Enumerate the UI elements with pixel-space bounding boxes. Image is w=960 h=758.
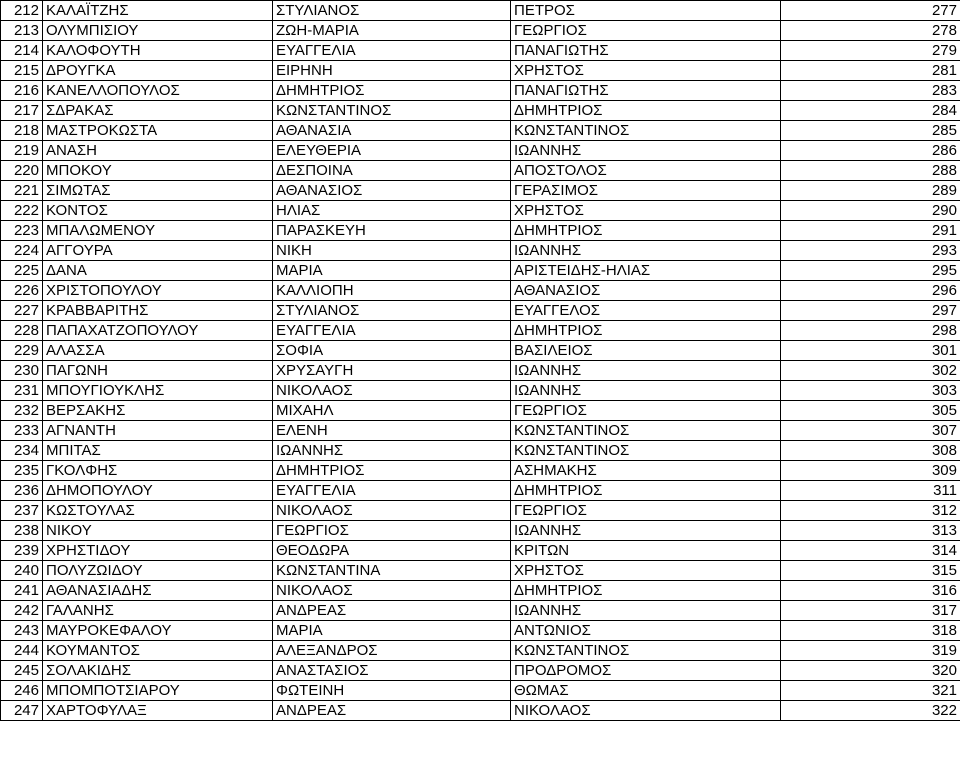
row-number-cell: 234	[1, 441, 43, 461]
surname-cell: ΔΑΝΑ	[43, 261, 273, 281]
father-name-cell: ΔΗΜΗΤΡΙΟΣ	[511, 221, 781, 241]
father-name-cell: ΧΡΗΣΤΟΣ	[511, 201, 781, 221]
table-row	[1, 21, 960, 41]
surname-cell: ΚΑΛΑΪΤΖΗΣ	[43, 1, 273, 21]
code-cell: 311	[781, 481, 960, 501]
code-cell: 307	[781, 421, 960, 441]
surname-cell: ΚΟΝΤΟΣ	[43, 201, 273, 221]
code-cell: 291	[781, 221, 960, 241]
table-row	[1, 321, 960, 341]
code-cell: 295	[781, 261, 960, 281]
surname-cell: ΠΑΓΩΝΗ	[43, 361, 273, 381]
surname-cell: ΜΠΟΜΠΟΤΣΙΑΡΟΥ	[43, 681, 273, 701]
row-number-cell: 220	[1, 161, 43, 181]
surname-cell: ΜΑΥΡΟΚΕΦΑΛΟΥ	[43, 621, 273, 641]
code-cell: 284	[781, 101, 960, 121]
row-number-cell: 215	[1, 61, 43, 81]
father-name-cell: ΙΩΑΝΝΗΣ	[511, 141, 781, 161]
code-cell: 314	[781, 541, 960, 561]
father-name-cell: ΚΩΝΣΤΑΝΤΙΝΟΣ	[511, 441, 781, 461]
row-number-cell: 217	[1, 101, 43, 121]
first-name-cell: ΙΩΑΝΝΗΣ	[273, 441, 511, 461]
table-row	[1, 301, 960, 321]
surname-cell: ΟΛΥΜΠΙΣΙΟΥ	[43, 21, 273, 41]
first-name-cell: ΜΙΧΑΗΛ	[273, 401, 511, 421]
surname-cell: ΧΡΙΣΤΟΠΟΥΛΟΥ	[43, 281, 273, 301]
first-name-cell: ΕΥΑΓΓΕΛΙΑ	[273, 321, 511, 341]
code-cell: 278	[781, 21, 960, 41]
code-cell: 322	[781, 701, 960, 721]
row-number-cell: 232	[1, 401, 43, 421]
father-name-cell: ΙΩΑΝΝΗΣ	[511, 361, 781, 381]
first-name-cell: ΓΕΩΡΓΙΟΣ	[273, 521, 511, 541]
surname-cell: ΜΠΟΥΓΙΟΥΚΛΗΣ	[43, 381, 273, 401]
father-name-cell: ΠΕΤΡΟΣ	[511, 1, 781, 21]
father-name-cell: ΕΥΑΓΓΕΛΟΣ	[511, 301, 781, 321]
father-name-cell: ΑΣΗΜΑΚΗΣ	[511, 461, 781, 481]
row-number-cell: 227	[1, 301, 43, 321]
row-number-cell: 244	[1, 641, 43, 661]
first-name-cell: ΗΛΙΑΣ	[273, 201, 511, 221]
father-name-cell: ΠΑΝΑΓΙΩΤΗΣ	[511, 41, 781, 61]
row-number-cell: 225	[1, 261, 43, 281]
row-number-cell: 238	[1, 521, 43, 541]
row-number-cell: 243	[1, 621, 43, 641]
row-number-cell: 242	[1, 601, 43, 621]
row-number-cell: 237	[1, 501, 43, 521]
first-name-cell: ΧΡΥΣΑΥΓΗ	[273, 361, 511, 381]
table-row	[1, 581, 960, 601]
first-name-cell: ΦΩΤΕΙΝΗ	[273, 681, 511, 701]
table-row	[1, 661, 960, 681]
first-name-cell: ΑΘΑΝΑΣΙΟΣ	[273, 181, 511, 201]
row-number-cell: 241	[1, 581, 43, 601]
table-row	[1, 361, 960, 381]
table-row	[1, 41, 960, 61]
father-name-cell: ΓΕΩΡΓΙΟΣ	[511, 21, 781, 41]
father-name-cell: ΚΡΙΤΩΝ	[511, 541, 781, 561]
first-name-cell: ΑΘΑΝΑΣΙΑ	[273, 121, 511, 141]
table-row	[1, 221, 960, 241]
first-name-cell: ΚΩΝΣΤΑΝΤΙΝΑ	[273, 561, 511, 581]
first-name-cell: ΝΙΚΟΛΑΟΣ	[273, 501, 511, 521]
surname-cell: ΓΑΛΑΝΗΣ	[43, 601, 273, 621]
code-cell: 309	[781, 461, 960, 481]
code-cell: 298	[781, 321, 960, 341]
surname-cell: ΜΠΙΤΑΣ	[43, 441, 273, 461]
first-name-cell: ΔΗΜΗΤΡΙΟΣ	[273, 81, 511, 101]
first-name-cell: ΔΕΣΠΟΙΝΑ	[273, 161, 511, 181]
father-name-cell: ΑΝΤΩΝΙΟΣ	[511, 621, 781, 641]
surname-cell: ΑΓΓΟΥΡΑ	[43, 241, 273, 261]
row-number-cell: 233	[1, 421, 43, 441]
table-row	[1, 381, 960, 401]
surname-cell: ΝΙΚΟΥ	[43, 521, 273, 541]
table-row	[1, 161, 960, 181]
father-name-cell: ΓΕΡΑΣΙΜΟΣ	[511, 181, 781, 201]
table-row	[1, 481, 960, 501]
row-number-cell: 216	[1, 81, 43, 101]
surname-cell: ΚΩΣΤΟΥΛΑΣ	[43, 501, 273, 521]
table-row	[1, 1, 960, 21]
surname-cell: ΣΔΡΑΚΑΣ	[43, 101, 273, 121]
first-name-cell: ΚΩΝΣΤΑΝΤΙΝΟΣ	[273, 101, 511, 121]
table-row	[1, 201, 960, 221]
father-name-cell: ΠΑΝΑΓΙΩΤΗΣ	[511, 81, 781, 101]
code-cell: 313	[781, 521, 960, 541]
code-cell: 281	[781, 61, 960, 81]
first-name-cell: ΑΝΔΡΕΑΣ	[273, 601, 511, 621]
father-name-cell: ΓΕΩΡΓΙΟΣ	[511, 501, 781, 521]
surname-cell: ΣΟΛΑΚΙΔΗΣ	[43, 661, 273, 681]
row-number-cell: 246	[1, 681, 43, 701]
code-cell: 288	[781, 161, 960, 181]
code-cell: 297	[781, 301, 960, 321]
code-cell: 308	[781, 441, 960, 461]
table-row	[1, 101, 960, 121]
father-name-cell: ΘΩΜΑΣ	[511, 681, 781, 701]
code-cell: 320	[781, 661, 960, 681]
father-name-cell: ΔΗΜΗΤΡΙΟΣ	[511, 481, 781, 501]
row-number-cell: 247	[1, 701, 43, 721]
names-table-body	[1, 1, 960, 721]
code-cell: 318	[781, 621, 960, 641]
surname-cell: ΑΘΑΝΑΣΙΑΔΗΣ	[43, 581, 273, 601]
table-row	[1, 81, 960, 101]
father-name-cell: ΚΩΝΣΤΑΝΤΙΝΟΣ	[511, 641, 781, 661]
row-number-cell: 229	[1, 341, 43, 361]
surname-cell: ΚΑΛΟΦΟΥΤΗ	[43, 41, 273, 61]
first-name-cell: ΠΑΡΑΣΚΕΥΗ	[273, 221, 511, 241]
code-cell: 303	[781, 381, 960, 401]
code-cell: 312	[781, 501, 960, 521]
row-number-cell: 213	[1, 21, 43, 41]
surname-cell: ΑΛΑΣΣΑ	[43, 341, 273, 361]
father-name-cell: ΑΘΑΝΑΣΙΟΣ	[511, 281, 781, 301]
surname-cell: ΒΕΡΣΑΚΗΣ	[43, 401, 273, 421]
father-name-cell: ΙΩΑΝΝΗΣ	[511, 241, 781, 261]
father-name-cell: ΔΗΜΗΤΡΙΟΣ	[511, 581, 781, 601]
father-name-cell: ΧΡΗΣΤΟΣ	[511, 61, 781, 81]
table-row	[1, 701, 960, 721]
row-number-cell: 219	[1, 141, 43, 161]
father-name-cell: ΑΡΙΣΤΕΙΔΗΣ-ΗΛΙΑΣ	[511, 261, 781, 281]
father-name-cell: ΓΕΩΡΓΙΟΣ	[511, 401, 781, 421]
code-cell: 279	[781, 41, 960, 61]
code-cell: 305	[781, 401, 960, 421]
row-number-cell: 231	[1, 381, 43, 401]
father-name-cell: ΙΩΑΝΝΗΣ	[511, 601, 781, 621]
surname-cell: ΚΑΝΕΛΛΟΠΟΥΛΟΣ	[43, 81, 273, 101]
first-name-cell: ΣΤΥΛΙΑΝΟΣ	[273, 1, 511, 21]
surname-cell: ΜΠΟΚΟΥ	[43, 161, 273, 181]
father-name-cell: ΧΡΗΣΤΟΣ	[511, 561, 781, 581]
table-row	[1, 281, 960, 301]
surname-cell: ΑΝΑΣΗ	[43, 141, 273, 161]
row-number-cell: 226	[1, 281, 43, 301]
row-number-cell: 228	[1, 321, 43, 341]
row-number-cell: 245	[1, 661, 43, 681]
table-row	[1, 641, 960, 661]
first-name-cell: ΑΝΔΡΕΑΣ	[273, 701, 511, 721]
first-name-cell: ΕΙΡΗΝΗ	[273, 61, 511, 81]
surname-cell: ΔΗΜΟΠΟΥΛΟΥ	[43, 481, 273, 501]
row-number-cell: 221	[1, 181, 43, 201]
code-cell: 317	[781, 601, 960, 621]
table-row	[1, 561, 960, 581]
code-cell: 316	[781, 581, 960, 601]
surname-cell: ΔΡΟΥΓΚΑ	[43, 61, 273, 81]
surname-cell: ΠΟΛΥΖΩΙΔΟΥ	[43, 561, 273, 581]
table-row	[1, 441, 960, 461]
code-cell: 293	[781, 241, 960, 261]
row-number-cell: 236	[1, 481, 43, 501]
surname-cell: ΑΓΝΑΝΤΗ	[43, 421, 273, 441]
father-name-cell: ΝΙΚΟΛΑΟΣ	[511, 701, 781, 721]
table-row	[1, 461, 960, 481]
surname-cell: ΚΡΑΒΒΑΡΙΤΗΣ	[43, 301, 273, 321]
surname-cell: ΧΡΗΣΤΙΔΟΥ	[43, 541, 273, 561]
table-row	[1, 181, 960, 201]
father-name-cell: ΙΩΑΝΝΗΣ	[511, 521, 781, 541]
first-name-cell: ΔΗΜΗΤΡΙΟΣ	[273, 461, 511, 481]
father-name-cell: ΠΡΟΔΡΟΜΟΣ	[511, 661, 781, 681]
surname-cell: ΚΟΥΜΑΝΤΟΣ	[43, 641, 273, 661]
table-row	[1, 521, 960, 541]
table-row	[1, 501, 960, 521]
row-number-cell: 235	[1, 461, 43, 481]
table-row	[1, 341, 960, 361]
father-name-cell: ΔΗΜΗΤΡΙΟΣ	[511, 101, 781, 121]
code-cell: 277	[781, 1, 960, 21]
surname-cell: ΜΑΣΤΡΟΚΩΣΤΑ	[43, 121, 273, 141]
row-number-cell: 240	[1, 561, 43, 581]
table-row	[1, 241, 960, 261]
father-name-cell: ΔΗΜΗΤΡΙΟΣ	[511, 321, 781, 341]
code-cell: 321	[781, 681, 960, 701]
first-name-cell: ΕΛΕΝΗ	[273, 421, 511, 441]
father-name-cell: ΙΩΑΝΝΗΣ	[511, 381, 781, 401]
row-number-cell: 230	[1, 361, 43, 381]
row-number-cell: 222	[1, 201, 43, 221]
row-number-cell: 212	[1, 1, 43, 21]
father-name-cell: ΑΠΟΣΤΟΛΟΣ	[511, 161, 781, 181]
table-row	[1, 401, 960, 421]
code-cell: 301	[781, 341, 960, 361]
father-name-cell: ΚΩΝΣΤΑΝΤΙΝΟΣ	[511, 421, 781, 441]
code-cell: 290	[781, 201, 960, 221]
first-name-cell: ΖΩΗ-ΜΑΡΙΑ	[273, 21, 511, 41]
first-name-cell: ΝΙΚΗ	[273, 241, 511, 261]
code-cell: 319	[781, 641, 960, 661]
row-number-cell: 224	[1, 241, 43, 261]
row-number-cell: 214	[1, 41, 43, 61]
first-name-cell: ΚΑΛΛΙΟΠΗ	[273, 281, 511, 301]
first-name-cell: ΣΤΥΛΙΑΝΟΣ	[273, 301, 511, 321]
first-name-cell: ΕΥΑΓΓΕΛΙΑ	[273, 41, 511, 61]
father-name-cell: ΚΩΝΣΤΑΝΤΙΝΟΣ	[511, 121, 781, 141]
surname-cell: ΓΚΟΛΦΗΣ	[43, 461, 273, 481]
code-cell: 283	[781, 81, 960, 101]
first-name-cell: ΕΥΑΓΓΕΛΙΑ	[273, 481, 511, 501]
code-cell: 302	[781, 361, 960, 381]
code-cell: 286	[781, 141, 960, 161]
table-row	[1, 261, 960, 281]
table-row	[1, 141, 960, 161]
row-number-cell: 239	[1, 541, 43, 561]
first-name-cell: ΜΑΡΙΑ	[273, 621, 511, 641]
first-name-cell: ΑΝΑΣΤΑΣΙΟΣ	[273, 661, 511, 681]
code-cell: 315	[781, 561, 960, 581]
first-name-cell: ΜΑΡΙΑ	[273, 261, 511, 281]
table-row	[1, 601, 960, 621]
table-row	[1, 421, 960, 441]
code-cell: 296	[781, 281, 960, 301]
surname-cell: ΧΑΡΤΟΦΥΛΑΞ	[43, 701, 273, 721]
first-name-cell: ΘΕΟΔΩΡΑ	[273, 541, 511, 561]
first-name-cell: ΣΟΦΙΑ	[273, 341, 511, 361]
surname-cell: ΠΑΠΑΧΑΤΖΟΠΟΥΛΟΥ	[43, 321, 273, 341]
code-cell: 285	[781, 121, 960, 141]
first-name-cell: ΝΙΚΟΛΑΟΣ	[273, 581, 511, 601]
surname-cell: ΣΙΜΩΤΑΣ	[43, 181, 273, 201]
code-cell: 289	[781, 181, 960, 201]
table-row	[1, 121, 960, 141]
table-row	[1, 681, 960, 701]
table-row	[1, 621, 960, 641]
first-name-cell: ΕΛΕΥΘΕΡΙΑ	[273, 141, 511, 161]
table-row	[1, 61, 960, 81]
father-name-cell: ΒΑΣΙΛΕΙΟΣ	[511, 341, 781, 361]
row-number-cell: 223	[1, 221, 43, 241]
table-row	[1, 541, 960, 561]
surname-cell: ΜΠΑΛΩΜΕΝΟΥ	[43, 221, 273, 241]
first-name-cell: ΑΛΕΞΑΝΔΡΟΣ	[273, 641, 511, 661]
first-name-cell: ΝΙΚΟΛΑΟΣ	[273, 381, 511, 401]
row-number-cell: 218	[1, 121, 43, 141]
